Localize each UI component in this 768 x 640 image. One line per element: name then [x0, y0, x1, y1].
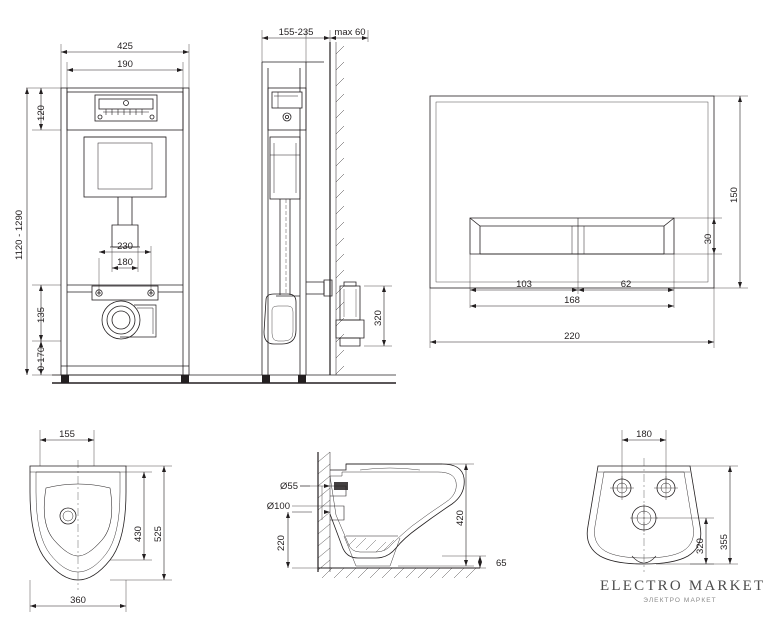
dim-button-small: 62 — [620, 279, 632, 290]
dim-waste-height: 220 — [276, 535, 287, 551]
dim-outlet-height: 320 — [373, 310, 384, 326]
dim-plate-width: 220 — [564, 331, 580, 342]
dim-wall-offset-range: 155-235 — [278, 27, 314, 38]
dim-cistern-width: 190 — [117, 59, 133, 70]
dim-bowl-inner-length: 430 — [133, 526, 144, 542]
view-wc-rear — [587, 430, 738, 572]
dim-flush-pipe-dia: Ø55 — [280, 481, 298, 492]
dim-plate-height: 150 — [729, 187, 740, 203]
dim-rim-offset: 65 — [496, 558, 507, 569]
dim-fixing-spacing: 180 — [636, 429, 652, 440]
dim-seat-fixing-spacing: 155 — [59, 429, 75, 440]
dim-foot-adjust: 0-170 — [36, 346, 47, 372]
brand-logo — [600, 578, 766, 604]
dim-outlet-centre-height: 320 — [695, 538, 706, 554]
dim-frame-width: 425 — [117, 41, 133, 52]
dim-bowl-projection: 420 — [455, 510, 466, 526]
dim-total-height-range: 1120 - 1290 — [14, 209, 25, 261]
view-seat-plan — [30, 430, 172, 612]
dim-waste-pipe-dia: Ø100 — [266, 501, 290, 512]
dim-button-height: 30 — [703, 233, 714, 245]
dim-bowl-width: 360 — [70, 595, 86, 606]
dim-max-depth: max 60 — [334, 27, 366, 38]
dim-bowl-total-length: 525 — [153, 526, 164, 542]
dim-overall-height: 355 — [719, 534, 730, 550]
dim-button-large: 103 — [516, 279, 532, 290]
view-front-frame — [25, 44, 396, 383]
dim-lower-height: 135 — [36, 307, 47, 323]
dim-top-panel-height: 120 — [36, 105, 47, 121]
dim-bolt-spacing-outer: 230 — [117, 241, 133, 252]
dim-bolt-spacing-inner: 180 — [117, 257, 133, 268]
view-flush-plate — [430, 96, 748, 348]
brand-tagline: ЭЛЕКТРО МАРКЕТ — [643, 597, 717, 604]
dim-buttons-total: 168 — [564, 295, 580, 306]
view-side-frame — [262, 30, 392, 383]
brand-name: ELECTRO MARKET — [600, 578, 766, 594]
